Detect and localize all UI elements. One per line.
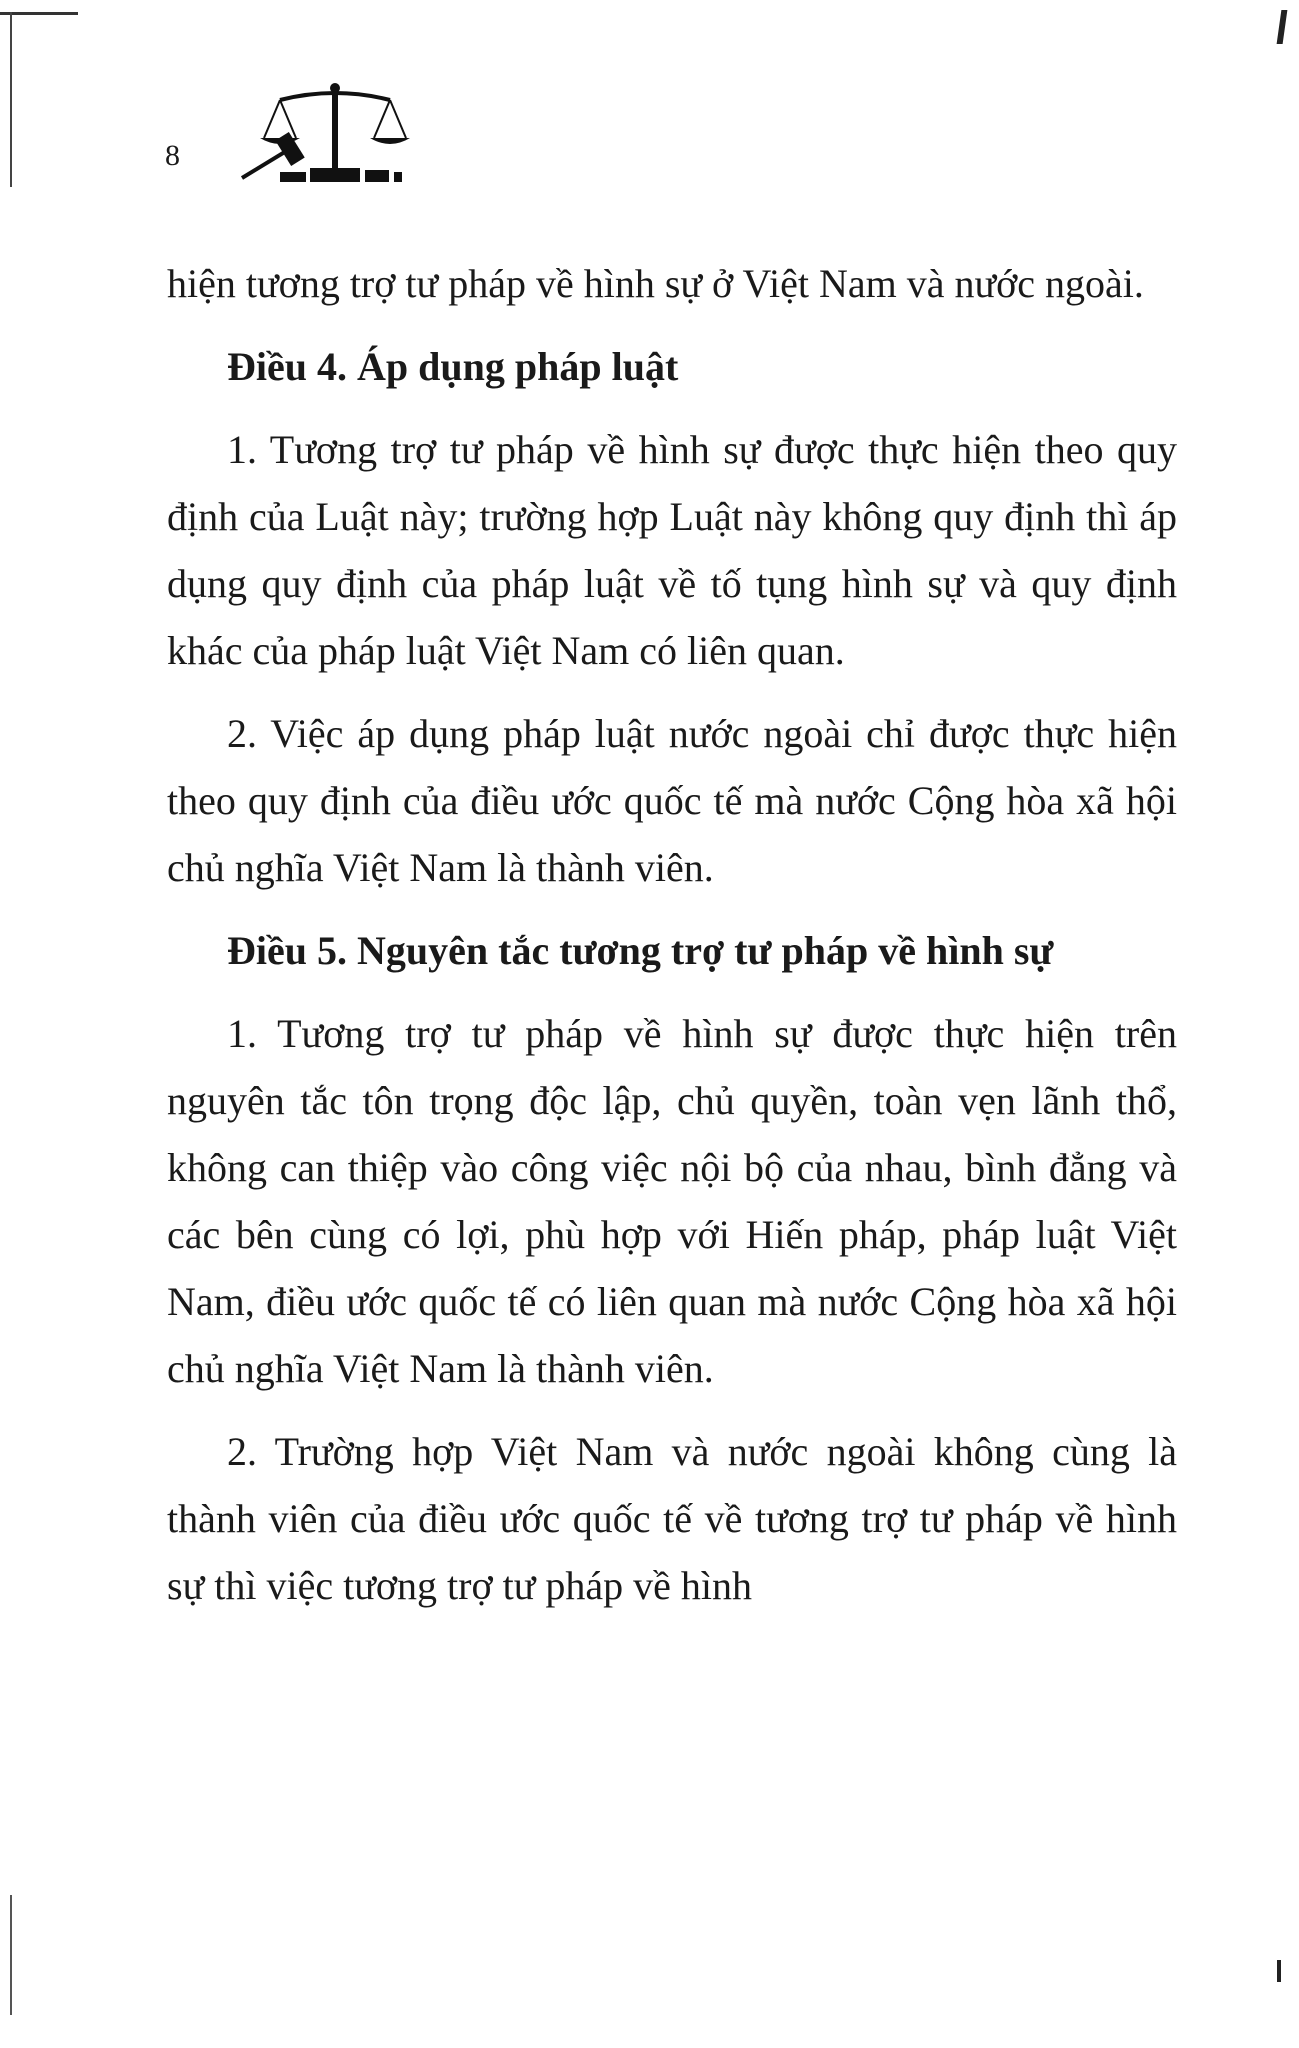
article-5-heading: Điều 5. Nguyên tắc tương trợ tư pháp về hình sự <box>227 928 1054 973</box>
article-5-clause-2: 2. Trường hợp Việt Nam và nước ngoài không cùng là thành viên của điều ước quốc tế về tương trợ tư pháp về hình sự thì việc tương trợ tư pháp về hình <box>167 1429 1177 1608</box>
page-header <box>165 78 465 188</box>
article-4-clause-1: 1. Tương trợ tư pháp về hình sự được thực hiện theo quy định của Luật này; trường hợp Luật này không quy định thì áp dụng quy định của pháp luật về tố tụng hình sự và quy định khác của pháp luật Việt Nam có liên quan. <box>167 427 1177 673</box>
scan-mark-top-right <box>1277 10 1288 44</box>
scan-border-left <box>10 12 12 187</box>
article-4-heading: Điều 4. Áp dụng pháp luật <box>227 344 679 389</box>
continuation-paragraph: hiện tương trợ tư pháp về hình sự ở Việt Nam và nước ngoài. <box>167 261 1144 306</box>
scan-border-left-bottom <box>10 1895 12 2015</box>
article-5-clause-1: 1. Tương trợ tư pháp về hình sự được thực hiện trên nguyên tắc tôn trọng độc lập, chủ quyền, toàn vẹn lãnh thổ, không can thiệp vào công việc nội bộ của nhau, bình đẳng và các bên cùng có lợi, phù hợp với Hiến pháp, pháp luật Việt Nam, điều ước quốc tế có liên quan mà nước Cộng hòa xã hội chủ nghĩa Việt Nam là thành viên. <box>167 1011 1177 1391</box>
page-number: 8 <box>165 139 180 172</box>
scan-mark-bottom-right <box>1277 1960 1281 1982</box>
scales-of-justice-gavel-icon <box>240 78 430 188</box>
page-body <box>167 250 1177 1635</box>
article-4-clause-2: 2. Việc áp dụng pháp luật nước ngoài chỉ được thực hiện theo quy định của điều ước quốc tế mà nước Cộng hòa xã hội chủ nghĩa Việt Nam là thành viên. <box>167 711 1177 890</box>
